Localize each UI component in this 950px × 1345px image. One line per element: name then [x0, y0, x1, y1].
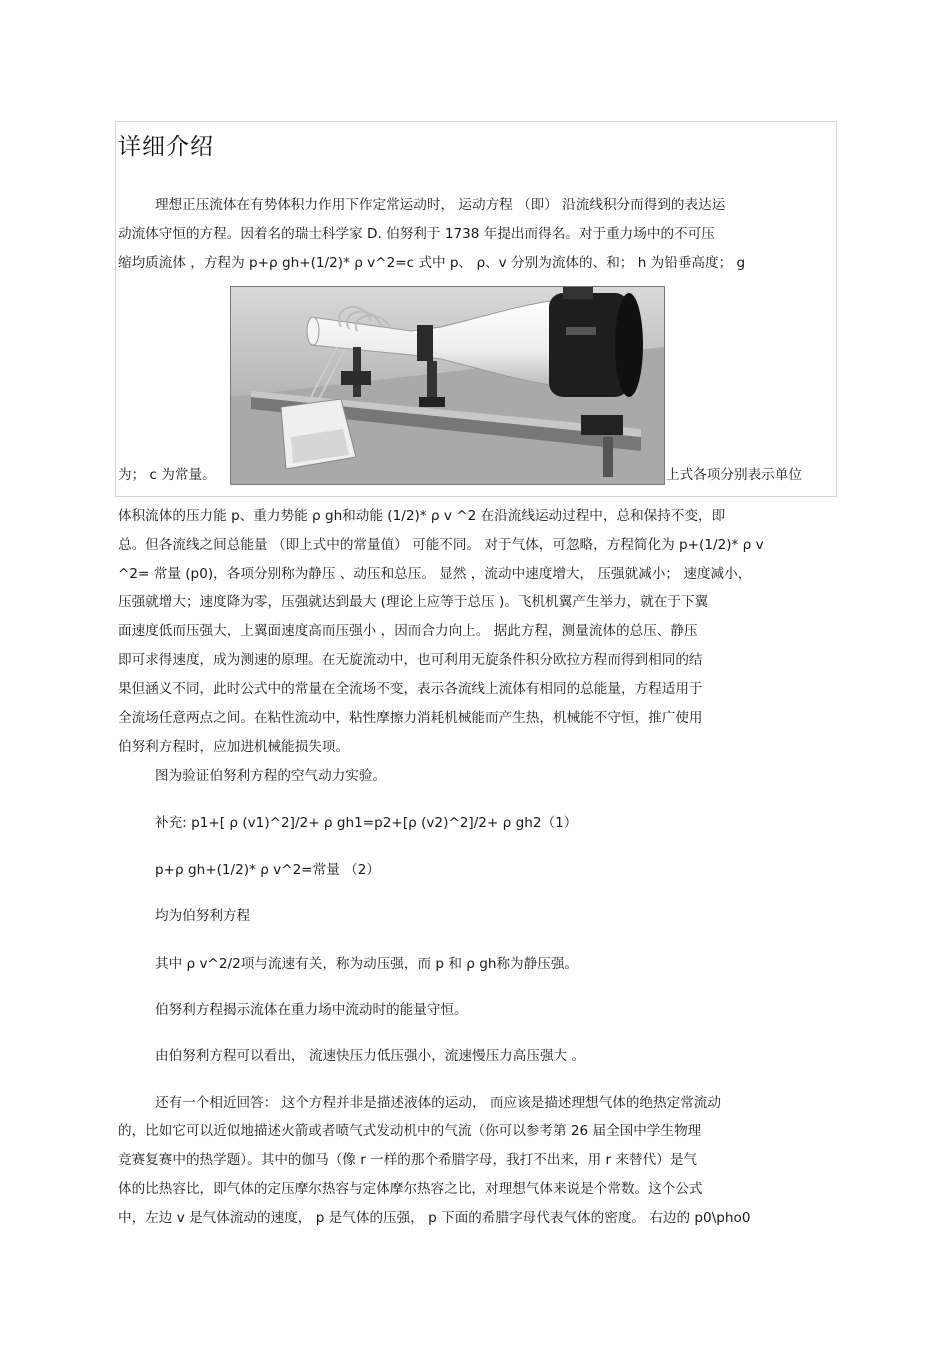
- paragraph-line: 果但涵义不同，此时公式中的常量在全流场不变，表示各流线上流体有相同的总能量，方程适用于: [118, 681, 703, 697]
- experiment-photo: [230, 286, 665, 485]
- paragraph-line: 伯努利方程揭示流体在重力场中流动时的能量守恒。: [155, 1002, 468, 1018]
- paragraph-line: 动流体守恒的方程。因着名的瑞士科学家 D. 伯努利于 1738 年提出而得名。对于重力场中的不可压: [118, 226, 715, 242]
- paragraph-line: 理想正压流体在有势体积力作用下作定常运动时， 运动方程 （即） 沿流线积分而得到的表达运: [155, 197, 726, 213]
- page-title: 详细介绍: [118, 134, 214, 160]
- paragraph-line: 伯努利方程时，应加进机械能损失项。: [118, 739, 350, 755]
- paragraph-line: 为； c 为常量。: [118, 467, 216, 483]
- paragraph-line: 上式各项分别表示单位: [666, 467, 802, 483]
- paragraph-line: 的，比如它可以近似地描述火箭或者喷气式发动机中的气流（你可以参考第 26 届全国中学生物理: [118, 1123, 702, 1139]
- caption-line: 图为验证伯努利方程的空气动力实验。: [155, 768, 387, 784]
- paragraph-line: 缩均质流体 ，方程为 p+ρ gh+(1/2)* ρ v^2=c 式中 p、 ρ、v 分别为流体的、和； h 为铅垂高度； g: [118, 255, 746, 271]
- paragraph-line: 中，左边 v 是气体流动的速度， p 是气体的压强， p 下面的希腊字母代表气体的密度。 右边的 p0\pho0: [118, 1210, 751, 1226]
- paragraph-line: 由伯努利方程可以看出， 流速快压力低压强小，流速慢压力高压强大 。: [155, 1048, 586, 1064]
- formula-line: p+ρ gh+(1/2)* ρ v^2=常量 （2）: [155, 862, 380, 878]
- paragraph-line: 压强就增大；速度降为零，压强就达到最大 (理论上应等于总压 )。飞机机翼产生举力，就在于下翼: [118, 594, 709, 610]
- paragraph-line: 均为伯努利方程: [155, 908, 251, 924]
- paragraph-line: 竞赛复赛中的热学题）。其中的伽马（像 r 一样的那个希腊字母，我打不出来，用 r 来替代）是气: [118, 1152, 698, 1168]
- paragraph-line: 面速度低而压强大，上翼面速度高而压强小 ，因而合力向上。 据此方程，测量流体的总压、静压: [118, 623, 698, 639]
- formula-line: 补充: p1+[ ρ (v1)^2]/2+ ρ gh1=p2+[ρ (v2)^2]/2+ ρ gh2（1）: [155, 815, 578, 831]
- paragraph-line: 即可求得速度，成为测速的原理。在无旋流动中，也可利用无旋条件积分欧拉方程而得到相同的结: [118, 652, 703, 668]
- paragraph-line: 体积流体的压力能 p、重力势能 ρ gh和动能 (1/2)* ρ v ^2 在沿流线运动过程中，总和保持不变，即: [118, 508, 726, 524]
- paragraph-line: 体的比热容比，即气体的定压摩尔热容与定体摩尔热容之比，对理想气体来说是个常数。这个公式: [118, 1181, 703, 1197]
- paragraph-line: 其中 ρ v^2/2项与流速有关，称为动压强，而 p 和 ρ gh称为静压强。: [155, 956, 579, 972]
- paragraph-line: 总。但各流线之间总能量 （即上式中的常量值） 可能不同。 对于气体，可忽略，方程简化为 p+(1/2)* ρ v: [118, 537, 764, 553]
- paragraph-line: 全流场任意两点之间。在粘性流动中，粘性摩擦力消耗机械能而产生热，机械能不守恒，推广使用: [118, 710, 703, 726]
- paragraph-line: 还有一个相近回答： 这个方程并非是描述液体的运动， 而应该是描述理想气体的绝热定常流动: [155, 1095, 721, 1111]
- paragraph-line: ^2= 常量 (p0)，各项分别称为静压 、动压和总压。 显然 ，流动中速度增大， 压强就减小； 速度减小，: [118, 566, 752, 582]
